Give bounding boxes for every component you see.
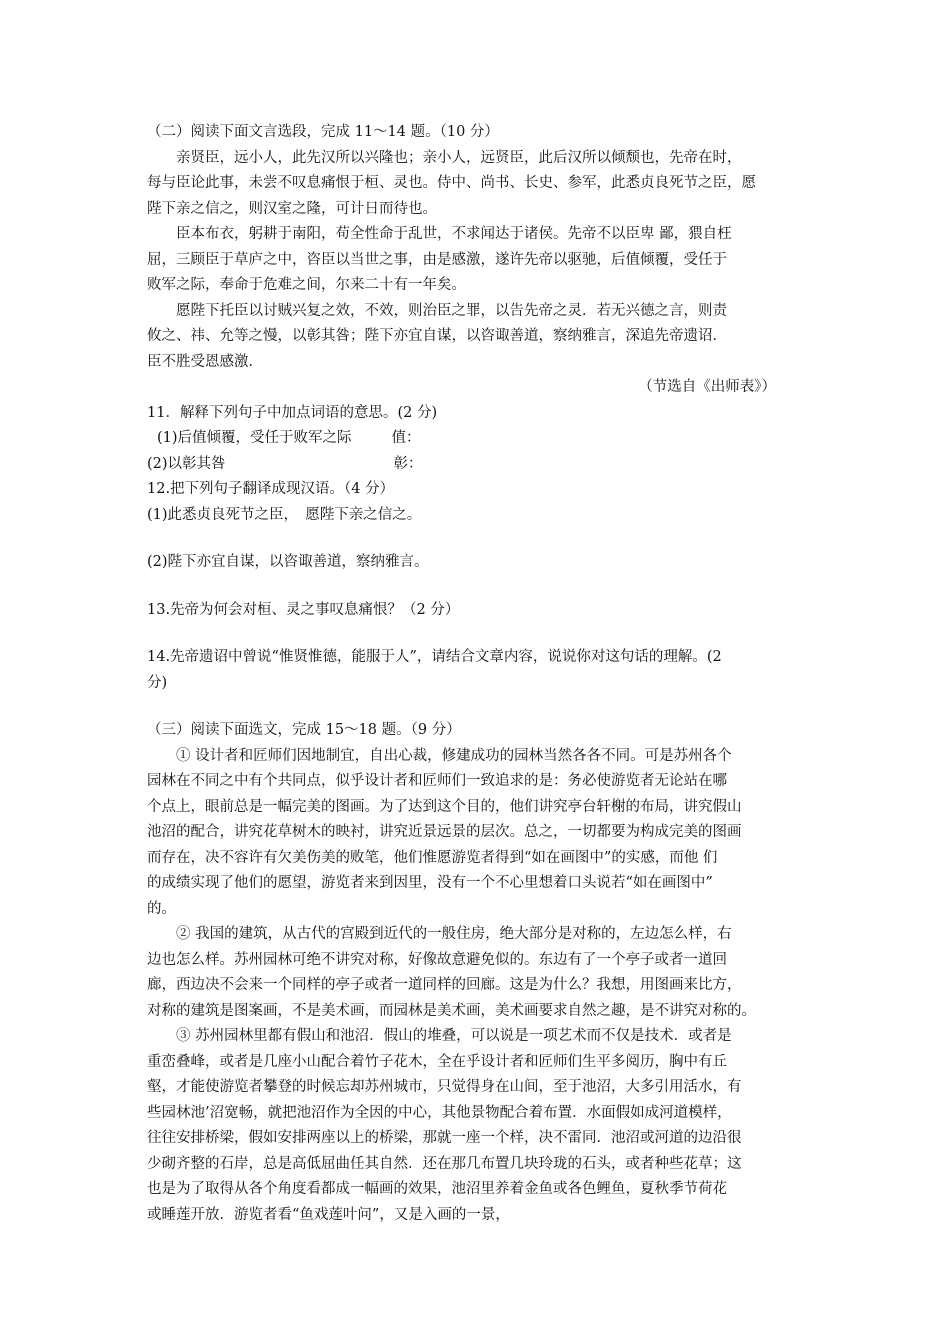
passage-line: 的成绩实现了他们的愿望，游览者来到因里，没有一个不心里想着口头说若“如在画图中” — [147, 875, 713, 891]
passage-line: 而存在，决不容许有欠美伤美的败笔，他们惟愿游览者得到“如在画图中”的实感，而他 们 — [147, 849, 718, 866]
passage-line: 攸之、祎、允等之慢，以彰其咎；陛下亦宜自谋，以咨诹善道，察纳雅言，深追先帝遗诏． — [147, 328, 727, 344]
passage-line: 园林在不同之中有个共同点，似乎设计者和匠师们一致追求的是：务必使游览者无论站在哪 — [147, 773, 727, 789]
passage-line: 壑，才能使游览者攀登的时候忘却苏州城市，只觉得身在山间，至于池沼，大多引用活水，有 — [147, 1079, 742, 1095]
passage-line: ② 我国的建筑，从古代的宫殿到近代的一般住房，绝大部分是对称的，左边怎么样，右 — [176, 926, 732, 942]
q12-item1: (1)此悉贞良死节之臣， 愿陛下亲之信之。 — [147, 506, 422, 523]
passage-line: 些园林池’沼宽畅，就把池沼作为全因的中心，其他景物配合着布置．水面假如成河道模样， — [147, 1104, 732, 1121]
answer-space — [147, 528, 812, 550]
passage-line: 边也怎么样。苏州园林可绝不讲究对称，好像故意避免似的。东边有了一个亭子或者一道回 — [147, 951, 727, 968]
section2-heading: （二）阅读下面文言选段，完成 11～14 题。（10 分） — [147, 124, 499, 140]
section3-heading: （三）阅读下面选文，完成 15～18 题。（9 分） — [147, 722, 461, 738]
passage-line: ③ 苏州园林里都有假山和池沼．假山的堆叠，可以说是一项艺术而不仅是技术．或者是 — [176, 1028, 732, 1044]
q14-stem-line1: 14.先帝遗诏中曾说“惟贤惟德，能服于人”，请结合文章内容，说说你对这句话的理解。(2 — [147, 649, 722, 665]
section2-passage — [147, 146, 812, 376]
answer-space — [147, 576, 812, 598]
q11-item1 — [147, 426, 812, 452]
q11-item2-text: (2)以彰其咎 — [147, 455, 226, 472]
passage-line: 的。 — [147, 900, 176, 917]
passage-line: 对称的建筑是图案画，不是美术画，而园林是美术画，美术画要求自然之趣，是不讲究对称的。 — [147, 1002, 756, 1019]
passage-line: ① 设计者和匠师们因地制宜，自出心裁，修建成功的园林当然各各不同。可是苏州各个 — [176, 747, 732, 764]
passage-line: 少砌齐整的石岸，总是高低屈曲任其自然．还在那几布置几块玲珑的石头，或者种些花草；这 — [147, 1155, 742, 1172]
passage-line: 每与臣论此事，未尝不叹息痛恨于桓、灵也。侍中、尚书、长史、参军，此悉贞良死节之臣，愿 — [147, 175, 756, 191]
passage-line: 臣不胜受恩感激． — [147, 353, 263, 370]
q11-item2-answer-label: 彰： — [393, 455, 423, 472]
passage-source: （节选自《出师表》） — [638, 379, 776, 395]
section3-passage — [147, 744, 812, 1229]
passage-line: 往往安排桥梁，假如安排两座以上的桥梁，那就一座一个样，决不雷同．池沼或河道的边沿很 — [147, 1130, 742, 1146]
passage-line: 屈，三顾臣于草庐之中，咨臣以当世之事，由是感激，遂许先帝以驱驰，后值倾覆，受任于 — [147, 251, 727, 268]
passage-line: 廊，西边决不会来一个同样的亭子或者一道同样的回廊。这是为什么？我想，用图画来比方， — [147, 977, 742, 993]
passage-line: 或睡莲开放．游览者看“鱼戏莲叶问”，又是入画的一景， — [147, 1206, 510, 1223]
page-content — [147, 120, 812, 1228]
q12-item2: (2)陛下亦宜自谋，以咨诹善道，察纳雅言。 — [147, 554, 429, 570]
passage-line: 个点上，眼前总是一幅完美的图画。为了达到这个目的，他们讲究亭台轩榭的布局，讲究假山 — [147, 798, 742, 815]
answer-space — [147, 623, 812, 645]
passage-line: 重峦叠峰，或者是几座小山配合着竹子花木，全在乎设计者和匠师们生平多阅历，胸中有丘 — [147, 1053, 727, 1070]
passage-line: 陛下亲之信之，则汉室之隆，可计日而待也。 — [147, 200, 437, 217]
passage-line: 愿陛下托臣以讨贼兴复之效，不效，则治臣之罪，以告先帝之灵．若无兴德之言，则责 — [176, 302, 727, 319]
q13-stem: 13.先帝为何会对桓、灵之事叹息痛恨？（2 分） — [147, 601, 460, 618]
passage-line: 亲贤臣，远小人，此先汉所以兴隆也；亲小人，远贤臣，此后汉所以倾颓也，先帝在时， — [176, 149, 742, 166]
passage-line: 也是为了取得从各个角度看都成一幅画的效果，池沼里养着金鱼或各色鲤鱼，夏秋季节荷花 — [147, 1181, 727, 1197]
passage-line: 败军之际，奉命于危难之间，尔来二十有一年矣。 — [147, 277, 466, 293]
q11-item2 — [147, 452, 812, 478]
answer-space — [147, 696, 812, 718]
q14-stem-line2: 分) — [147, 674, 168, 691]
passage-line: 臣本布衣，躬耕于南阳，苟全性命于乱世，不求闻达于诸侯。先帝不以臣卑 鄙，猥自枉 — [176, 226, 732, 242]
q11-item1-answer-label: 值： — [391, 430, 421, 446]
q11-stem: 11．解释下列句子中加点词语的意思。(2 分) — [147, 404, 438, 421]
q12-stem: 12.把下列句子翻译成现汉语。（4 分） — [147, 481, 395, 497]
passage-line: 池沼的配合，讲究花草树木的映衬，讲究近景远景的层次。总之，一切都要为构成完美的图画 — [147, 824, 742, 840]
q11-item1-text: (1)后值倾覆，受任于败军之际 — [157, 430, 352, 446]
